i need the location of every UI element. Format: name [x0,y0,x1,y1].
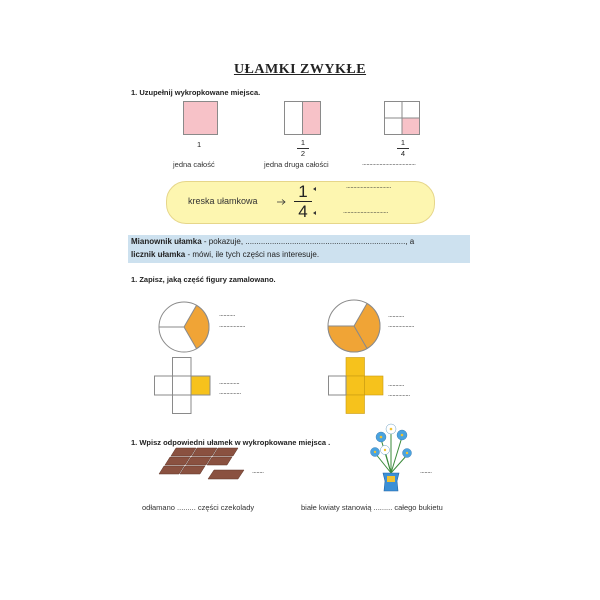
cross-one-fifth [154,357,212,414]
cross2-blank-2[interactable]: ............... [388,391,410,398]
numerator-definition: - mówi, ile tych części nas interesuje. [185,250,320,259]
page-title: UŁAMKI ZWYKŁE [233,62,367,77]
fraction-bar-label: kreska ułamkowa [188,196,258,206]
fraction-one: 1 [197,140,202,149]
circle1-blank-2[interactable]: .................. [219,322,246,329]
cross1-blank-2[interactable]: ............... [219,389,241,396]
quarter-blank[interactable]: ..................................... [362,160,416,167]
denominator-definition[interactable]: - pokazuje, ........................................................................, a [201,237,415,246]
half-square [284,101,322,136]
flower-vase-image [367,421,417,493]
denominator-term: Mianownik ułamka [131,237,202,246]
definition-line-1 [128,235,470,248]
quarter-numerator: 1 [397,138,409,149]
chocolate-blank[interactable]: ........ [252,468,264,475]
circle-two-thirds [326,298,382,354]
circle1-blank-1[interactable]: ........... [219,311,235,318]
arrow-right-icon [276,198,290,206]
whole-square [183,101,219,136]
numerator-blank[interactable]: ............................... [346,183,391,190]
flowers-sentence[interactable]: białe kwiaty stanowią ......... całego bukietu [301,503,443,512]
numerator-term: licznik ułamka [131,250,186,259]
circle2-blank-1[interactable]: ........... [388,312,404,319]
big-numerator: 1 [298,182,308,201]
circle2-blank-2[interactable]: .................. [388,322,415,329]
arrow-left-icon [312,186,322,192]
chocolate-bar-image [156,446,251,486]
half-numerator: 1 [297,138,309,149]
fraction-quarter [397,138,409,159]
definition-line-2 [128,248,470,261]
fraction-half [297,138,309,159]
task2-heading: 1. Zapisz, jaką część figury zamalowano. [131,275,276,284]
label-whole: jedna całość [173,160,215,169]
cross1-blank-1[interactable]: .............. [219,379,240,386]
cross2-blank-1[interactable]: ........... [388,381,404,388]
big-fraction [293,182,313,221]
definition-box [128,235,470,263]
big-denominator: 4 [298,202,308,221]
cross-four-fifths [328,357,384,414]
chocolate-sentence[interactable]: odłamano ......... części czekolady [142,503,255,512]
task1-heading: 1. Uzupełnij wykropkowane miejsca. [131,88,261,97]
arrow-left-icon [312,210,322,216]
half-denominator: 2 [300,149,306,158]
quarter-denominator: 4 [400,149,406,158]
circle-one-third [157,300,211,354]
quarter-square [384,101,421,136]
label-half: jedna druga całości [264,160,329,169]
task3-heading: 1. Wpisz odpowiedni ułamek w wykropkowane miejsca . [131,438,331,447]
denominator-blank[interactable]: ............................... [343,208,388,215]
flowers-blank[interactable]: ........ [420,468,432,475]
